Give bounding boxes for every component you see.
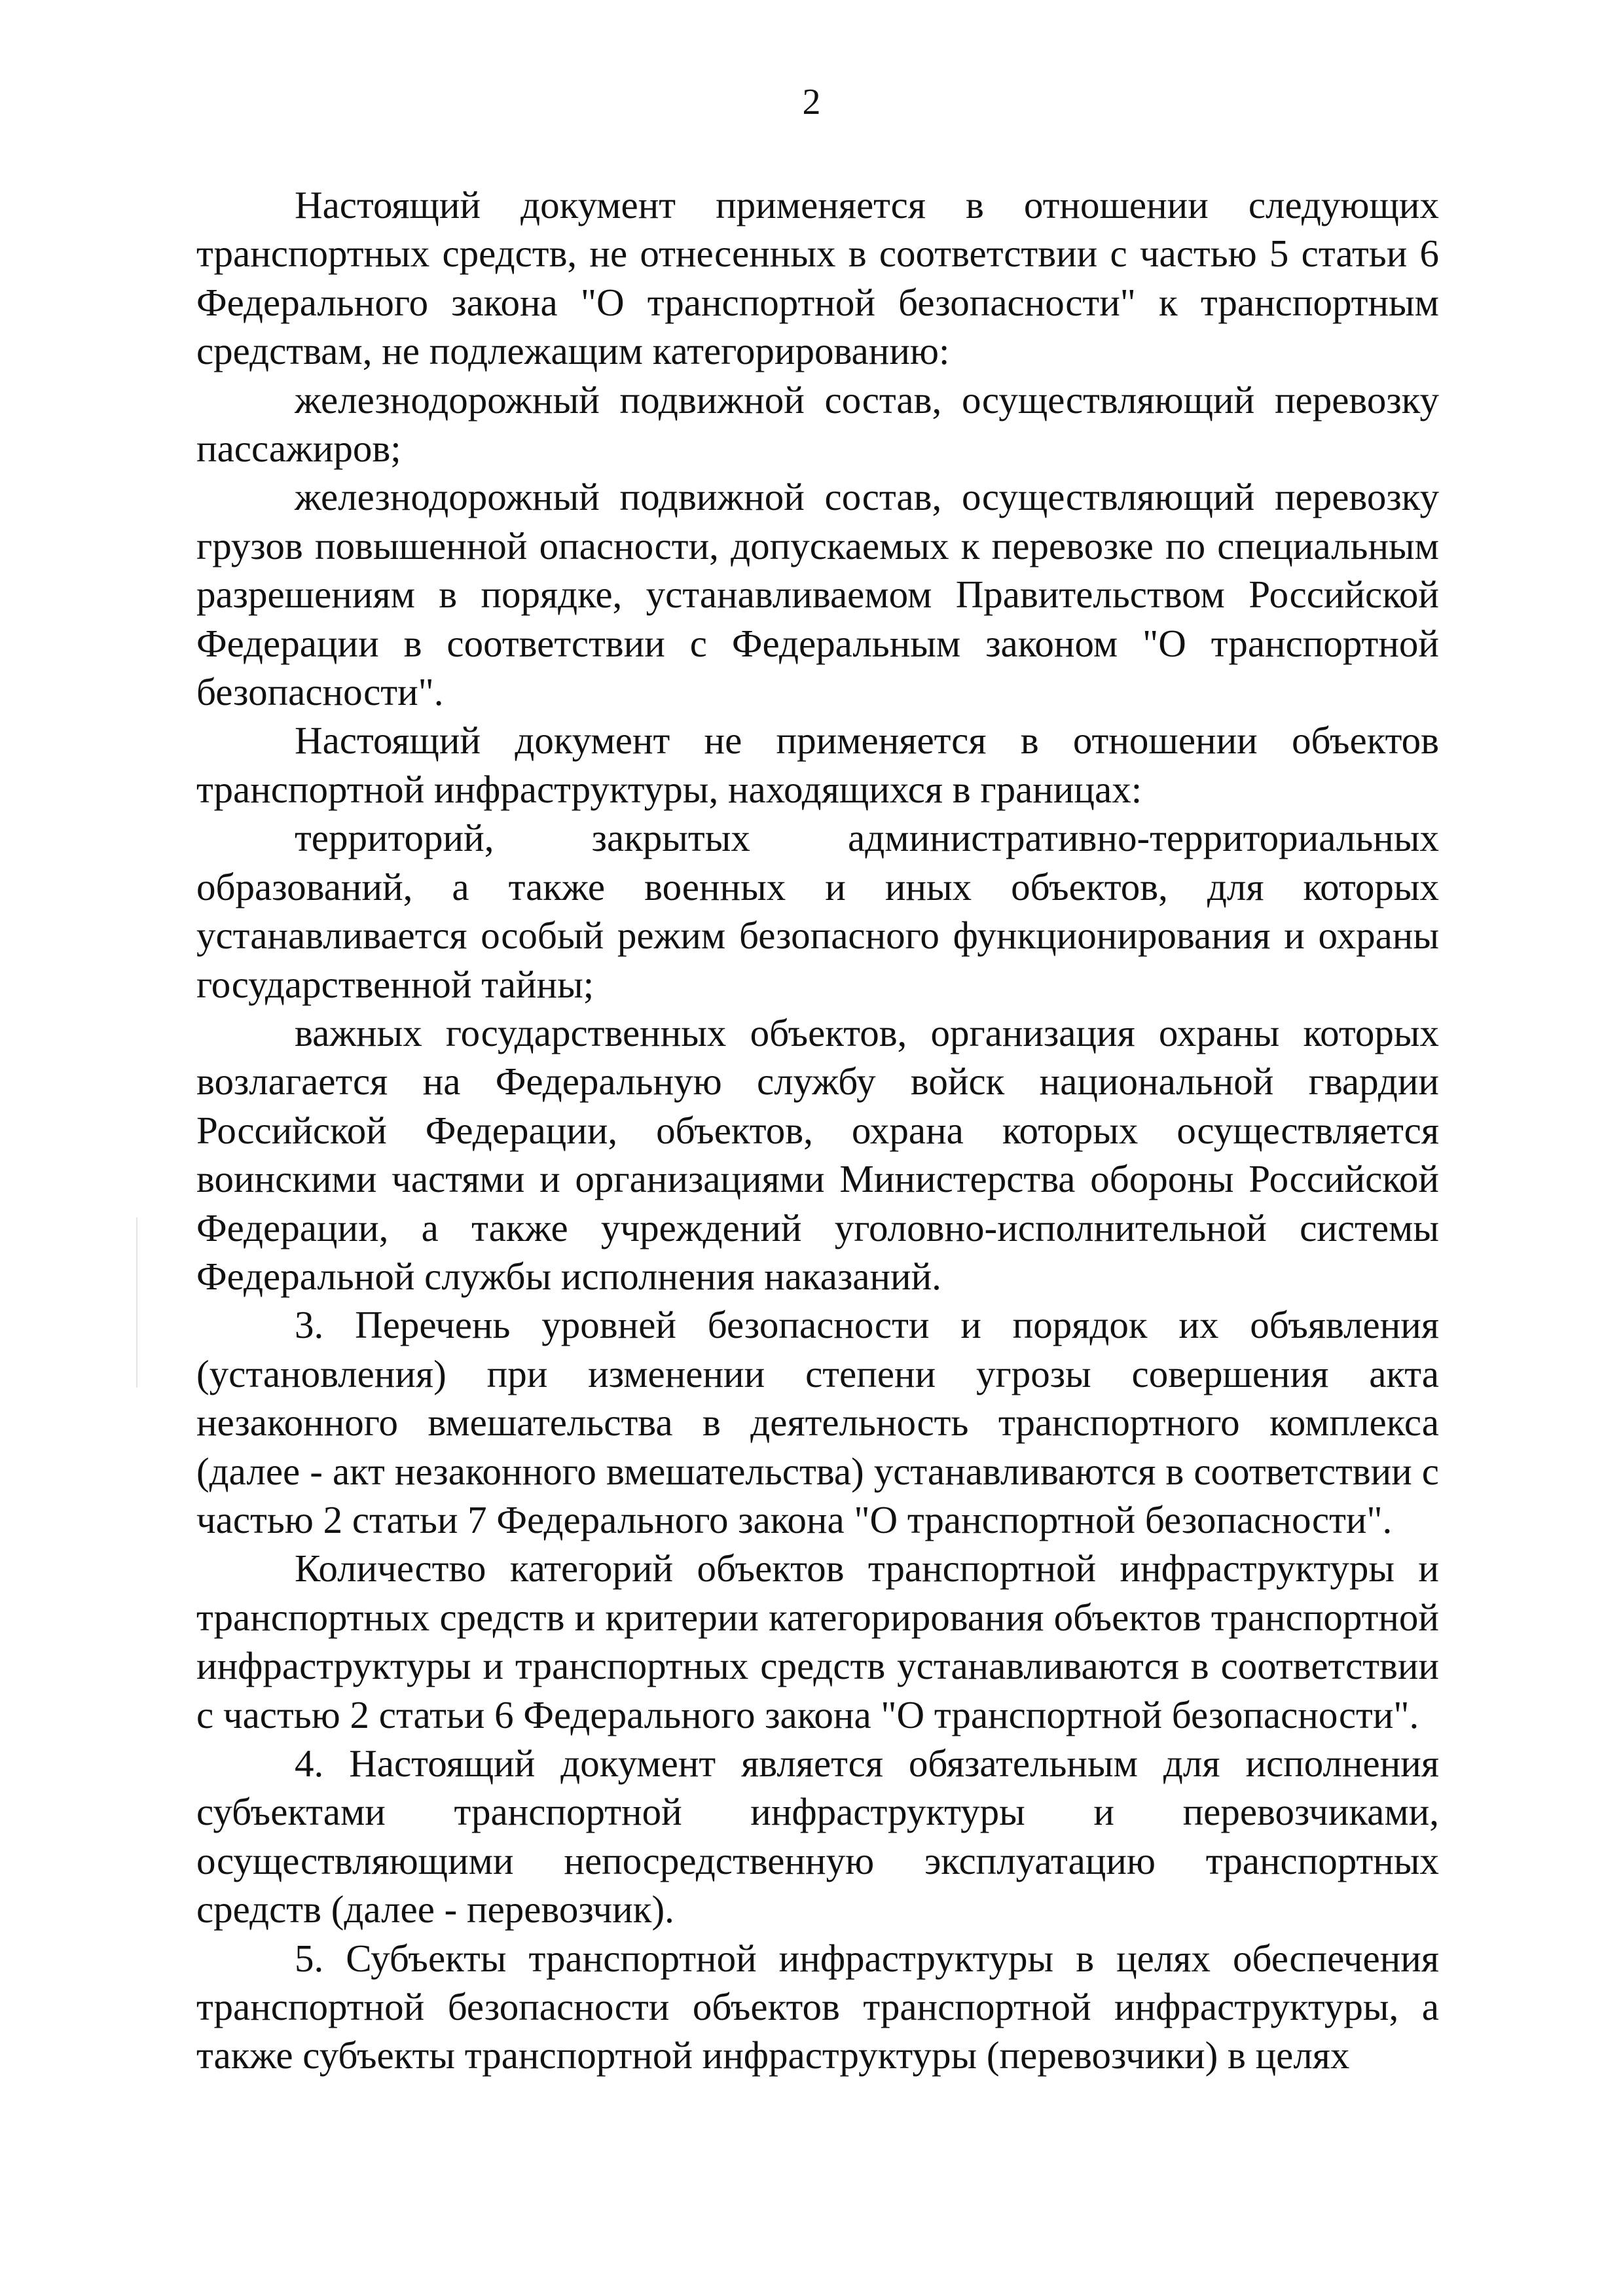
paragraph-mandatory-application: 4. Настоящий документ является обязательным для исполнения субъектами транспортной инфраструктуры и перевозчиками, осуществляющими непосредственную эксплуатацию транспортных средств (далее - перевозчик). — [196, 1742, 1439, 1931]
paragraph-infrastructure-subjects: 5. Субъекты транспортной инфраструктуры в целях обеспечения транспортной безопасности объектов транспортной инфраструктуры, а также субъекты транспортной инфраструктуры (перевозчики) в целях — [196, 1936, 1439, 2077]
page-number: 2 — [802, 82, 821, 122]
paragraph-dangerous-goods-rolling-stock: железнодорожный подвижной состав, осуществляющий перевозку грузов повышенной опасности, допускаемых к перевозке по специальным разрешениям в порядке, устанавливаемом Правительством Российской Федерации в соответствии с Федеральным законом "О транспортной безопасности". — [196, 475, 1439, 714]
paragraph-closed-territories: территорий, закрытых административно-территориальных образований, а также военных и иных объектов, для которых устанавливается особый режим безопасного функционирования и охраны государственной тайны; — [196, 816, 1439, 1006]
paragraph-state-objects: важных государственных объектов, организация охраны которых возлагается на Федеральную службу войск национальной гвардии Российской Федерации, объектов, охрана которых осуществляется воинскими частями и организациями Министерства обороны Российской Федерации, а также учреждений уголовно-исполнительной системы Федеральной службы исполнения наказаний. — [196, 1011, 1439, 1298]
paragraph-passenger-rolling-stock: железнодорожный подвижной состав, осуществляющий перевозку пассажиров; — [196, 378, 1439, 471]
scan-margin-mark — [136, 1217, 137, 1388]
paragraph-categories: Количество категорий объектов транспортной инфраструктуры и транспортных средств и критерии категорирования объектов транспортной инфраструктуры и транспортных средств устанавливаются в соответствии с частью 2 статьи 6 Федерального закона "О транспортной безопасности". — [196, 1547, 1439, 1736]
paragraph-scope-exclusions: Настоящий документ не применяется в отношении объектов транспортной инфраструктуры, находящихся в границах: — [196, 719, 1439, 811]
document-body — [196, 181, 1439, 2080]
paragraph-scope-vehicles: Настоящий документ применяется в отношении следующих транспортных средств, не отнесенных в соответствии с частью 5 статьи 6 Федерального закона "О транспортной безопасности" к транспортным средствам, не подлежащим категорированию: — [196, 183, 1439, 373]
paragraph-security-levels: 3. Перечень уровней безопасности и порядок их объявления (установления) при изменении степени угрозы совершения акта незаконного вмешательства в деятельность транспортного комплекса (далее - акт незаконного вмешательства) устанавливаются в соответствии с частью 2 статьи 7 Федерального закона "О транспортной безопасности". — [196, 1303, 1439, 1541]
